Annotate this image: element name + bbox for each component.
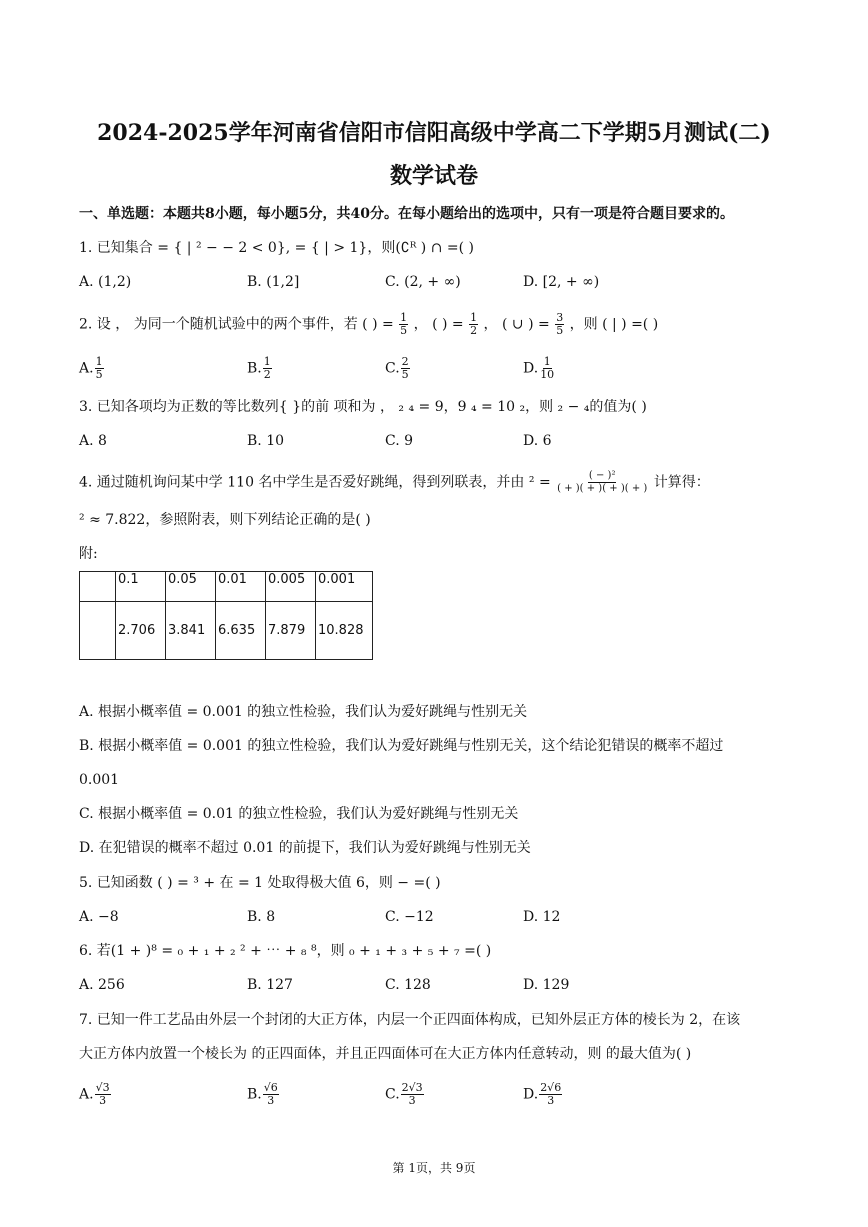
q7-option-b-den: 3 xyxy=(267,1094,275,1107)
q2-fraction-2 xyxy=(469,312,478,337)
q2-stem-part-b: ， ( ) = xyxy=(413,316,464,333)
q2-stem-part-a: 2. 设 ， 为同一个随机试验中的两个事件，若 ( ) = xyxy=(79,316,394,333)
q2-option-b-fraction xyxy=(263,356,272,381)
q2-option-a-num: 1 xyxy=(95,355,103,368)
table-cell: 7.879 xyxy=(266,602,316,660)
q4-chi-square-formula xyxy=(556,470,648,495)
question-4-stem xyxy=(79,470,710,495)
q2-fraction-3 xyxy=(555,312,564,337)
q4-option-d: D. 在犯错误的概率不超过 0.01 的前提下，我们认为爱好跳绳与性别无关 xyxy=(79,840,531,856)
table-cell: 10.828 xyxy=(316,602,373,660)
q6-option-d: D. 129 xyxy=(523,977,570,993)
q2-option-a-fraction xyxy=(95,356,104,381)
q7-option-c-num: 2√3 xyxy=(401,1081,423,1094)
q7-option-b-fraction xyxy=(263,1082,279,1107)
q7-option-c-den: 3 xyxy=(408,1094,416,1107)
q2-option-c-fraction xyxy=(401,356,410,381)
q2-option-c xyxy=(385,356,411,381)
page-footer: 第 1页，共 9页 xyxy=(392,1161,476,1175)
q3-option-d: D. 6 xyxy=(523,433,552,449)
q7-option-d-label: D. xyxy=(523,1086,539,1103)
q4-option-a: A. 根据小概率值 = 0.001 的独立性检验，我们认为爱好跳绳与性别无关 xyxy=(79,704,528,720)
q2-f3-numerator: 3 xyxy=(556,311,564,324)
q2-f1-numerator: 1 xyxy=(400,311,408,324)
q7-option-b-label: B. xyxy=(247,1086,262,1103)
q4-option-b-continued: 0.001 xyxy=(79,772,120,788)
q2-f2-denominator: 2 xyxy=(470,324,478,337)
q2-fraction-1 xyxy=(399,312,408,337)
question-3-stem: 3. 已知各项均为正数的等比数列{ }的前 项和为 ， ₂ ₄ = 9，9 ₄ = 10 ₂，则 ₂ − ₄的值为( ) xyxy=(79,399,647,415)
q4-formula-numerator: ( − )² xyxy=(588,470,616,481)
q4-appendix-label: 附: xyxy=(79,546,98,562)
q7-option-c xyxy=(385,1082,425,1107)
q2-option-b-num: 1 xyxy=(263,355,271,368)
table-cell: 0.1 xyxy=(116,572,166,602)
q5-option-c: C. −12 xyxy=(385,909,434,925)
q7-option-d-den: 3 xyxy=(547,1094,555,1107)
q7-option-b-num: √6 xyxy=(263,1081,278,1094)
q2-option-b-den: 2 xyxy=(263,368,271,381)
exam-subtitle: 数学试卷 xyxy=(389,163,478,189)
q7-option-d-fraction xyxy=(539,1082,562,1107)
q2-option-b-label: B. xyxy=(247,360,262,377)
question-6-stem: 6. 若(1 + )⁸ = ₀ + ₁ + ₂ ² + ⋯ + ₈ ⁸，则 ₀ + ₁ + ₃ + ₅ + ₇ =( ) xyxy=(79,943,492,959)
question-1-stem: 1. 已知集合 = { | ² − − 2 < 0}, = { | > 1}，则(∁ᴿ ) ∩ =( ) xyxy=(79,240,474,256)
table-cell: 0.01 xyxy=(216,572,266,602)
table-row-critical-values xyxy=(80,602,373,660)
table-cell: 0.005 xyxy=(266,572,316,602)
q2-option-d-label: D. xyxy=(523,360,539,377)
q5-option-d: D. 12 xyxy=(523,909,561,925)
table-cell: 6.635 xyxy=(216,602,266,660)
q5-option-a: A. −8 xyxy=(79,909,119,925)
table-cell: 0.05 xyxy=(166,572,216,602)
table-cell: 0.001 xyxy=(316,572,373,602)
q7-option-a-num: √3 xyxy=(95,1081,110,1094)
question-4-stem-line2: ² ≈ 7.822，参照附表，则下列结论正确的是( ) xyxy=(79,512,371,528)
q2-stem-part-d: ，则 ( | ) =( ) xyxy=(569,316,659,333)
question-5-stem: 5. 已知函数 ( ) = ³ + 在 = 1 处取得极大值 6，则 − =( ) xyxy=(79,875,441,891)
q2-option-d-den: 10 xyxy=(540,368,555,381)
q4-stem-part-a: 4. 通过随机询问某中学 110 名中学生是否爱好跳绳，得到列联表，并由 ² = xyxy=(79,474,551,491)
q3-option-a: A. 8 xyxy=(79,433,107,449)
q7-option-a-label: A. xyxy=(79,1086,94,1103)
q2-option-a xyxy=(79,356,105,381)
q7-option-a-fraction xyxy=(95,1082,111,1107)
q2-f1-denominator: 5 xyxy=(400,324,408,337)
exam-title: 2024-2025学年河南省信阳市信阳高级中学高二下学期5月测试(二) xyxy=(97,120,771,146)
q2-f3-denominator: 5 xyxy=(556,324,564,337)
q1-option-d: D. [2, + ∞) xyxy=(523,274,600,290)
q7-option-d-num: 2√6 xyxy=(540,1081,562,1094)
q2-option-c-label: C. xyxy=(385,360,400,377)
q4-stem-part-b: 计算得： xyxy=(653,474,710,491)
q4-option-c: C. 根据小概率值 = 0.01 的独立性检验，我们认为爱好跳绳与性别无关 xyxy=(79,806,519,822)
q2-option-d-num: 1 xyxy=(543,355,551,368)
q2-option-a-den: 5 xyxy=(95,368,103,381)
table-cell: 2.706 xyxy=(116,602,166,660)
q2-option-b xyxy=(247,356,273,381)
q2-f2-numerator: 1 xyxy=(470,311,478,324)
q6-option-a: A. 256 xyxy=(79,977,125,993)
q3-option-b: B. 10 xyxy=(247,433,285,449)
q7-option-c-fraction xyxy=(401,1082,424,1107)
question-7-stem: 7. 已知一件工艺品由外层一个封闭的大正方体，内层一个正四面体构成，已知外层正方体的棱长为 2，在该 xyxy=(79,1012,741,1028)
q7-option-c-label: C. xyxy=(385,1086,400,1103)
q7-option-d xyxy=(523,1082,563,1107)
q2-option-a-label: A. xyxy=(79,360,94,377)
q2-option-c-num: 2 xyxy=(401,355,409,368)
table-row-alpha xyxy=(80,572,373,602)
question-7-stem-line2: 大正方体内放置一个棱长为 的正四面体，并且正四面体可在大正方体内任意转动，则 的最大值为( ) xyxy=(79,1046,692,1062)
q7-option-a xyxy=(79,1082,112,1107)
q1-option-c: C. (2, + ∞) xyxy=(385,274,461,290)
q4-option-b: B. 根据小概率值 = 0.001 的独立性检验，我们认为爱好跳绳与性别无关，这个结论犯错误的概率不超过 xyxy=(79,738,724,754)
q7-option-b xyxy=(247,1082,280,1107)
table-cell xyxy=(80,572,116,602)
table-cell: 3.841 xyxy=(166,602,216,660)
q2-option-d xyxy=(523,356,556,381)
q6-option-b: B. 127 xyxy=(247,977,293,993)
section-single-choice: 一、单选题：本题共8小题，每小题5分，共40分。在每小题给出的选项中，只有一项是符合题目要求的。 xyxy=(79,206,734,222)
q6-option-c: C. 128 xyxy=(385,977,431,993)
q1-option-b: B. (1,2] xyxy=(247,274,300,290)
q4-formula-denominator: ( + )( + )( + )( + ) xyxy=(557,483,648,494)
q1-option-a: A. (1,2) xyxy=(79,274,132,290)
q7-option-a-den: 3 xyxy=(99,1094,107,1107)
q2-option-c-den: 5 xyxy=(401,368,409,381)
table-cell xyxy=(80,602,116,660)
q3-option-c: C. 9 xyxy=(385,433,414,449)
q2-option-d-fraction xyxy=(539,356,555,381)
q2-stem-part-c: ， ( ∪ ) = xyxy=(483,316,550,333)
question-2-stem xyxy=(79,312,658,337)
q5-option-b: B. 8 xyxy=(247,909,276,925)
chi-square-reference-table xyxy=(79,571,373,660)
